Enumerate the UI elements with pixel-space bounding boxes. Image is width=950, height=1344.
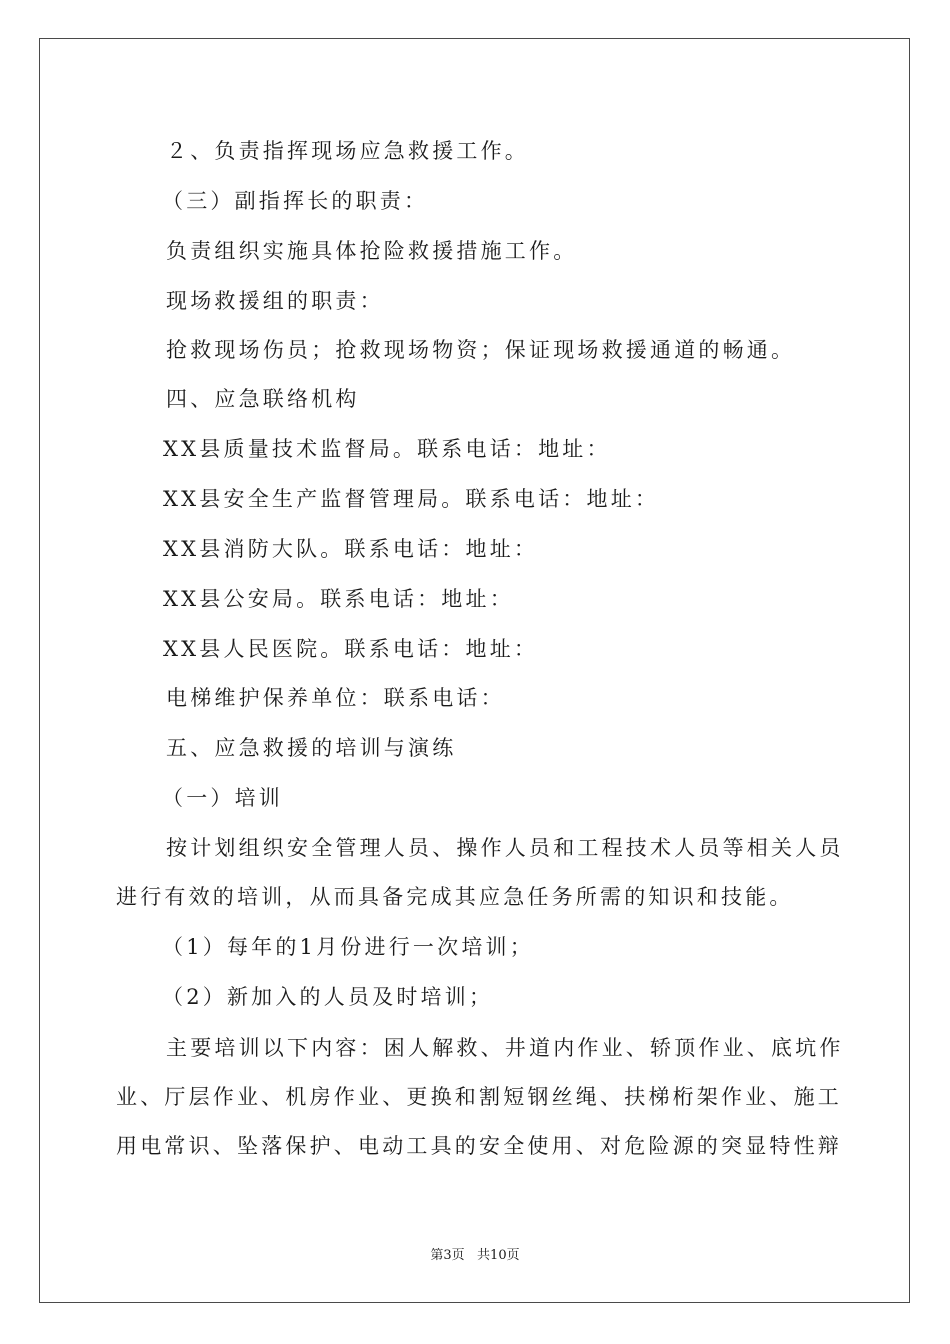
text-line: 现场救援组的职责： bbox=[166, 289, 384, 313]
text-line: 负责组织实施具体抢险救援措施工作。 bbox=[166, 239, 578, 263]
contact-line: XX县质量技术监督局。联系电话：地址： bbox=[163, 437, 611, 461]
page-footer: 第3页 共10页 bbox=[430, 1248, 520, 1263]
text-line: （三）副指挥长的职责： bbox=[162, 189, 429, 213]
text-line: 进行有效的培训，从而具备完成其应急任务所需的知识和技能。 bbox=[116, 885, 794, 909]
text-line: 主要培训以下内容：困人解救、井道内作业、轿顶作业、底坑作 bbox=[166, 1036, 844, 1060]
contact-line: XX县公安局。联系电话：地址： bbox=[163, 587, 514, 611]
contact-line: XX县安全生产监督管理局。联系电话：地址： bbox=[163, 487, 660, 511]
text-line: 用电常识、坠落保护、电动工具的安全使用、对危险源的突显特性辩 bbox=[116, 1134, 842, 1158]
subsection-heading: （一）培训 bbox=[162, 786, 283, 810]
text-line: 抢救现场伤员；抢救现场物资；保证现场救援通道的畅通。 bbox=[166, 338, 796, 362]
contact-line: XX县人民医院。联系电话：地址： bbox=[163, 637, 539, 661]
text-line: 按计划组织安全管理人员、操作人员和工程技术人员等相关人员 bbox=[166, 836, 844, 860]
section-heading: 五、应急救援的培训与演练 bbox=[166, 736, 457, 760]
text-line: ２、负责指挥现场应急救援工作。 bbox=[166, 139, 529, 163]
contact-line: XX县消防大队。联系电话：地址： bbox=[163, 537, 539, 561]
section-heading: 四、应急联络机构 bbox=[166, 387, 360, 411]
list-item: （2）新加入的人员及时培训； bbox=[162, 985, 494, 1009]
contact-line: 电梯维护保养单位：联系电话： bbox=[166, 686, 505, 710]
text-line: 业、厅层作业、机房作业、更换和割短钢丝绳、扶梯桁架作业、施工 bbox=[116, 1085, 842, 1109]
list-item: （1）每年的1月份进行一次培训； bbox=[162, 935, 534, 959]
